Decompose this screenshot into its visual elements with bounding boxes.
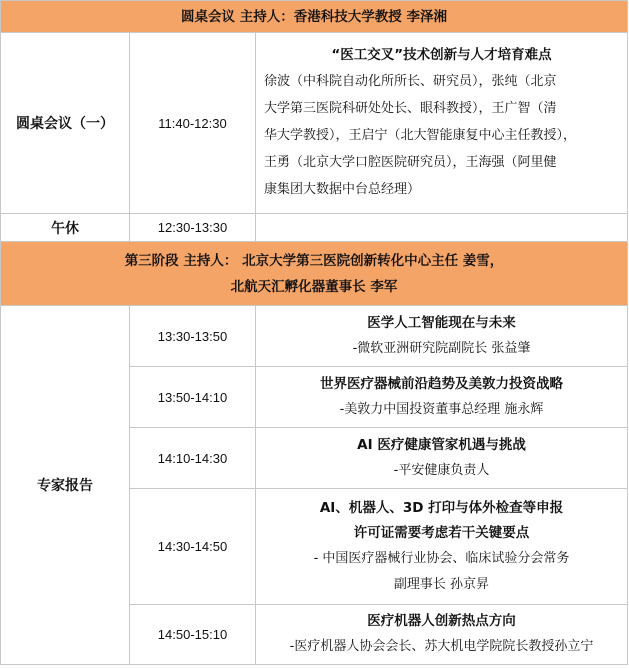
talk-title: 医学人工智能现在与未来 (367, 314, 516, 331)
talk-time: 13:30-13:50 (130, 306, 256, 367)
talk-speaker: - 中国医疗器械行业协会、临床试验分会常务 (313, 550, 570, 566)
roundtable-time: 11:40-12:30 (130, 33, 256, 214)
lunch-label: 午休 (1, 214, 130, 242)
talk-content (256, 306, 628, 367)
talk-row (1, 306, 628, 367)
talk-speaker: -美敦力中国投资董事总经理 施永辉 (339, 401, 544, 417)
talk-time: 14:10-14:30 (130, 428, 256, 489)
roundtable-label: 圆桌会议（一） (1, 33, 130, 214)
talk-title: 医疗机器人创新热点方向 (367, 613, 516, 629)
talk-time: 13:50-14:10 (130, 367, 256, 428)
roundtable-line: 华大学教授），王启宁（北大智能康复中心主任教授）， (264, 128, 577, 143)
talk-time: 14:50-15:10 (130, 605, 256, 665)
talk-title: AI 医疗健康管家机遇与挑战 (357, 436, 526, 453)
talk-speaker: -平安健康负责人 (393, 462, 490, 478)
talk-content (256, 367, 628, 428)
roundtable-line: 康集团大数据中台总经理） (264, 182, 421, 197)
roundtable-line: 王勇（北京大学口腔医院研究员），王海强（阿里健 (264, 155, 557, 170)
talk-speaker: -医疗机器人协会会长、苏大机电学院院长教授孙立宁 (289, 639, 594, 654)
roundtable-row (1, 33, 628, 214)
talk-title: 世界医疗器械前沿趋势及美敦力投资战略 (320, 375, 563, 392)
roundtable-header: 圆桌会议 主持人：香港科技大学教授 李泽湘 (1, 1, 628, 33)
talk-title: 许可证需要考虑若干关键要点 (353, 524, 530, 541)
lunch-empty (256, 214, 628, 242)
roundtable-header-row (1, 1, 628, 33)
lunch-time: 12:30-13:30 (130, 214, 256, 242)
talk-time: 14:30-14:50 (130, 489, 256, 605)
stage3-header-row (1, 242, 628, 306)
talk-title: AI、机器人、3D 打印与体外检查等申报 (319, 499, 564, 516)
lunch-row (1, 214, 628, 242)
talk-content (256, 489, 628, 605)
stage3-header-line: 北航天汇孵化器董事长 李军 (230, 278, 398, 295)
roundtable-title: “医工交叉”技术创新与人才培育难点 (331, 47, 552, 63)
talk-speaker: 副理事长 孙京昇 (393, 576, 490, 592)
roundtable-line: 徐波（中科院自动化所所长、研究员），张纯（北京 (264, 74, 557, 89)
roundtable-content (256, 33, 628, 214)
talk-content (256, 605, 628, 665)
stage3-header (1, 242, 628, 306)
talk-content (256, 428, 628, 489)
talk-speaker: -微软亚洲研究院副院长 张益肇 (352, 340, 531, 356)
roundtable-line: 大学第三医院科研处处长、眼科教授），王广智（清 (264, 101, 557, 116)
stage3-header-line: 第三阶段 主持人： 北京大学第三医院创新转化中心主任 姜雪， (124, 252, 504, 269)
expert-label: 专家报告 (1, 306, 130, 665)
